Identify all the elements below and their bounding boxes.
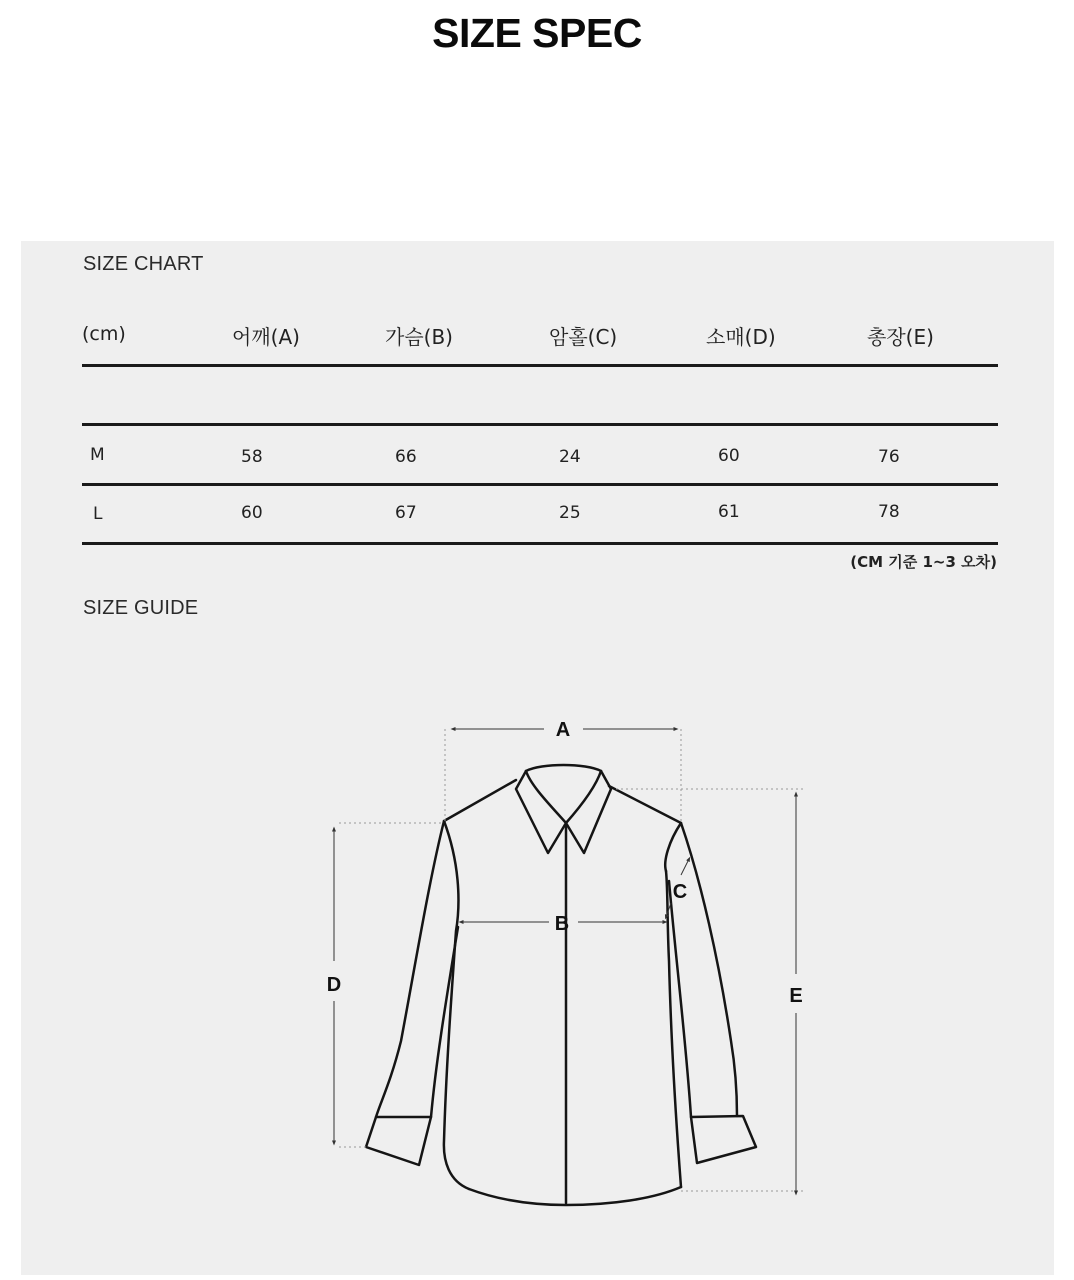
column-header-armhole: 암홀(C) [549, 325, 618, 349]
unit-header: (cm) [82, 323, 126, 345]
size-guide-label: SIZE GUIDE [83, 597, 199, 619]
table-cell: 60 [241, 503, 263, 523]
page-title: SIZE SPEC [432, 10, 642, 56]
size-label: L [93, 504, 103, 524]
table-cell: 60 [718, 446, 740, 466]
table-cell: 24 [559, 447, 581, 467]
dimension-c-label: C [672, 881, 688, 903]
table-cell: 61 [718, 502, 740, 522]
column-header-shoulder: 어깨(A) [232, 325, 300, 349]
dimension-b-label: B [554, 913, 570, 935]
table-cell: 76 [878, 447, 900, 467]
size-chart-label: SIZE CHART [83, 253, 204, 275]
shirt-outline-icon [366, 765, 756, 1205]
table-cell: 66 [395, 447, 417, 467]
dimension-e-label: E [789, 985, 803, 1007]
table-cell: 67 [395, 503, 417, 523]
table-cell: 78 [878, 502, 900, 522]
column-header-length: 총장(E) [867, 325, 934, 349]
column-header-sleeve: 소매(D) [706, 325, 776, 349]
size-spec-panel [21, 241, 1054, 1275]
column-header-chest: 가슴(B) [385, 325, 453, 349]
shirt-diagram [21, 241, 1054, 1275]
size-label: M [90, 445, 105, 465]
dimension-d-label: D [326, 974, 342, 996]
table-cell: 25 [559, 503, 581, 523]
table-cell: 58 [241, 447, 263, 467]
tolerance-note: (CM 기준 1~3 오차) [850, 553, 997, 571]
dimension-a-label: A [555, 719, 571, 741]
